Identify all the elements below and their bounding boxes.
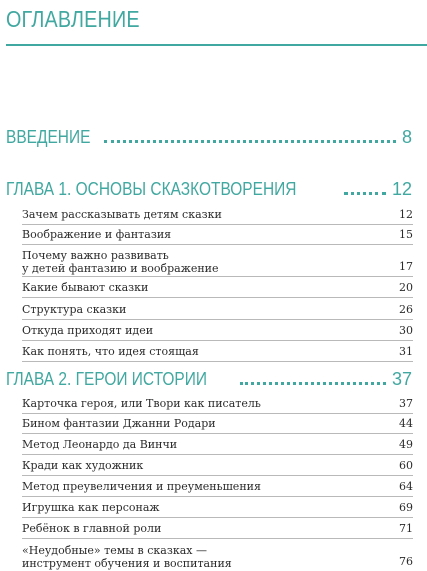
toc-chapter-2[interactable] <box>6 364 412 390</box>
toc-entry-text: Какие бывают сказки <box>22 281 149 294</box>
toc-entry[interactable] <box>22 245 413 277</box>
chapter-2-title: ГЛАВА 2. ГЕРОИ ИСТОРИИ <box>6 369 207 389</box>
toc-intro-label: ВВЕДЕНИЕ <box>6 127 91 147</box>
toc-entry-page: 15 <box>399 228 413 241</box>
toc-entry-page: 60 <box>399 459 413 472</box>
toc-entry[interactable] <box>22 341 413 362</box>
chapter-1-title: ГЛАВА 1. ОСНОВЫ СКАЗКОТВОРЕНИЯ <box>6 179 297 199</box>
toc-entry-page: 44 <box>399 417 413 430</box>
chapter-1-page: 12 <box>391 179 412 199</box>
toc-entry-page: 64 <box>399 480 413 493</box>
toc-entry[interactable] <box>22 518 413 539</box>
toc-entry-text: Метод Леонардо да Винчи <box>22 438 178 451</box>
toc-entry-text: Откуда приходят идеи <box>22 324 154 337</box>
toc-entry-page: 26 <box>399 303 413 316</box>
toc-entry[interactable] <box>22 539 413 571</box>
toc-entry-text-line-1: Почему важно развивать <box>22 249 169 262</box>
toc-entry-text: Как понять, что идея стоящая <box>22 345 199 358</box>
toc-intro[interactable] <box>6 122 412 148</box>
chapter-1-entries <box>22 205 413 362</box>
toc-entry-page: 31 <box>399 345 413 358</box>
dot-leader <box>344 192 386 195</box>
toc-entry-text-line-2: у детей фантазию и воображение <box>22 262 219 275</box>
toc-entry-text: Структура сказки <box>22 303 127 316</box>
toc-entry-page: 76 <box>399 555 413 568</box>
toc-entry[interactable] <box>22 225 413 245</box>
toc-entry-page: 20 <box>399 281 413 294</box>
chapter-2-entries <box>22 394 413 571</box>
toc-entry[interactable] <box>22 205 413 225</box>
toc-entry-page: 69 <box>399 501 413 514</box>
toc-entry-text-line-2: инструмент обучения и воспитания <box>22 557 232 570</box>
toc-intro-page: 8 <box>401 127 412 147</box>
toc-entry[interactable] <box>22 320 413 341</box>
toc-chapter-1[interactable] <box>6 174 412 200</box>
toc-entry-page: 30 <box>399 324 413 337</box>
toc-entry-page: 49 <box>399 438 413 451</box>
toc-entry-page: 37 <box>399 397 413 410</box>
toc-entry-text: Ребёнок в главной роли <box>22 522 162 535</box>
toc-entry[interactable] <box>22 277 413 298</box>
page-title: ОГЛАВЛЕНИЕ <box>6 6 140 32</box>
toc-entry[interactable] <box>22 434 413 455</box>
toc-entry-text: Кради как художник <box>22 459 144 472</box>
dot-leader <box>104 140 396 143</box>
toc-entry-text: Метод преувеличения и преуменьшения <box>22 480 261 493</box>
toc-entry[interactable] <box>22 497 413 518</box>
toc-entry-page: 12 <box>399 208 413 221</box>
toc-entry-page: 71 <box>399 522 413 535</box>
dot-leader <box>240 382 386 385</box>
toc-entry[interactable] <box>22 414 413 434</box>
toc-entry-text-line-1: «Неудобные» темы в сказках — <box>22 544 207 557</box>
toc-entry-page: 17 <box>399 260 413 273</box>
toc-entry-text: Воображение и фантазия <box>22 228 172 241</box>
toc-entry[interactable] <box>22 455 413 476</box>
title-rule <box>6 44 427 46</box>
toc-entry[interactable] <box>22 476 413 497</box>
toc-entry-text: Зачем рассказывать детям сказки <box>22 208 222 221</box>
toc-entry[interactable] <box>22 298 413 320</box>
chapter-2-page: 37 <box>391 369 412 389</box>
toc-entry-text: Бином фантазии Джанни Родари <box>22 417 216 430</box>
toc-entry-text: Игрушка как персонаж <box>22 501 160 514</box>
toc-entry-text: Карточка героя, или Твори как писатель <box>22 397 261 410</box>
toc-entry[interactable] <box>22 394 413 414</box>
